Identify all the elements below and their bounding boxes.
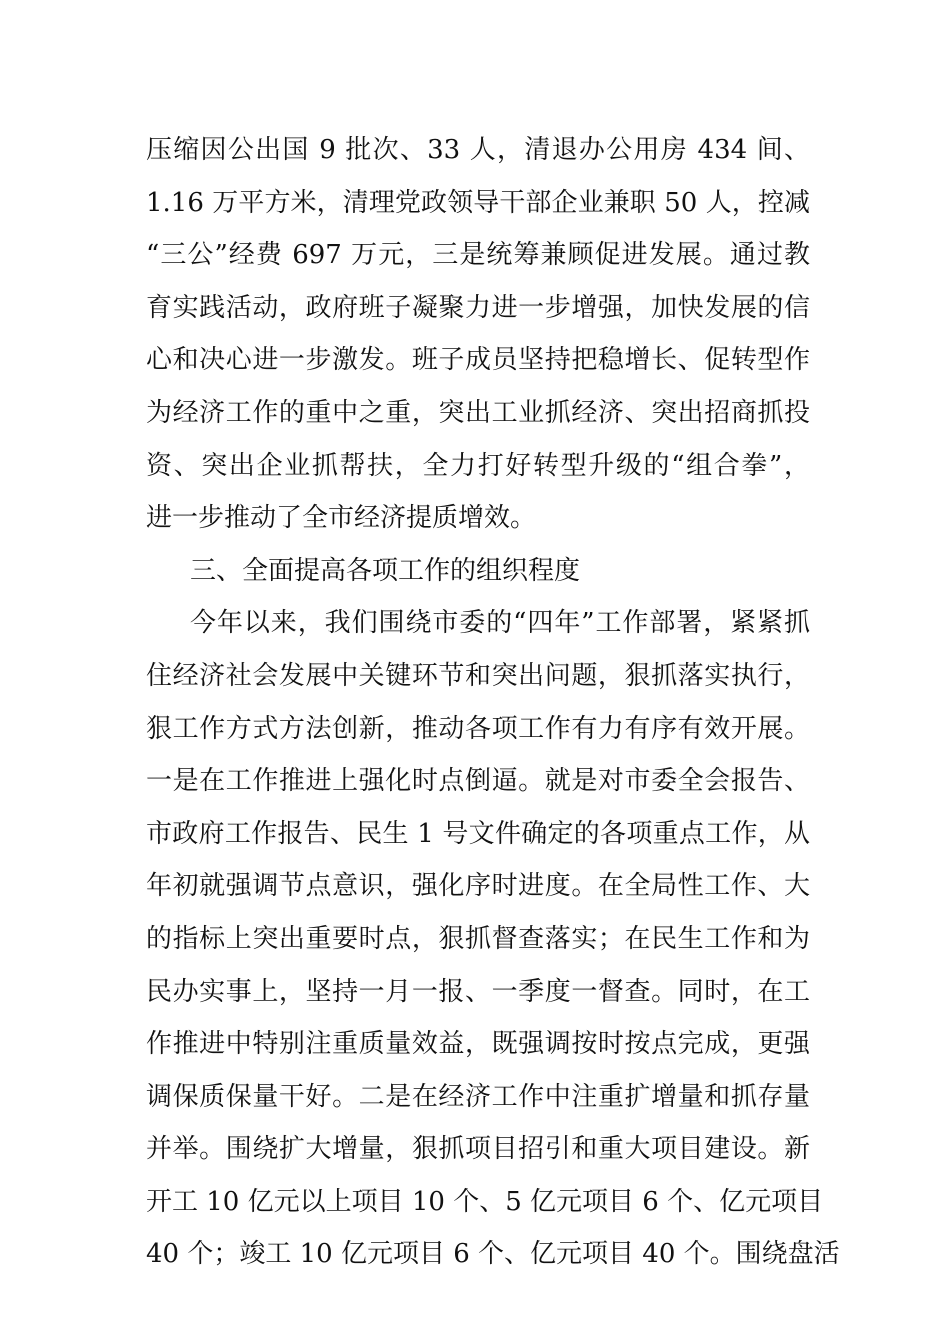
text-line: 进一步推动了全市经济提质增效。 xyxy=(146,503,537,534)
text-line: “三公”经费 697 万元，三是统筹兼顾促进发展。通过教 xyxy=(146,240,810,271)
text-line: 为经济工作的重中之重，突出工业抓经济、突出招商抓投 xyxy=(146,397,810,428)
text-line: 开工 10 亿元以上项目 10 个、5 亿元项目 6 个、亿元项目 xyxy=(146,1186,824,1217)
section-heading: 三、全面提高各项工作的组织程度 xyxy=(190,555,581,586)
text-line: 并举。围绕扩大增量，狠抓项目招引和重大项目建设。新 xyxy=(146,1134,810,1165)
text-line: 住经济社会发展中关键环节和突出问题，狠抓落实执行， xyxy=(146,660,810,691)
text-line: 调保质保量干好。二是在经济工作中注重扩增量和抓存量 xyxy=(146,1081,810,1112)
text-line: 一是在工作推进上强化时点倒逼。就是对市委全会报告、 xyxy=(146,766,810,797)
text-line: 1.16 万平方米，清理党政领导干部企业兼职 50 人，控减 xyxy=(146,187,810,218)
text-line: 40 个；竣工 10 亿元项目 6 个、亿元项目 40 个。围绕盘活 xyxy=(146,1239,840,1270)
text-line: 资、突出企业抓帮扶，全力打好转型升级的“组合拳”， xyxy=(146,450,810,481)
text-line: 市政府工作报告、民生 1 号文件确定的各项重点工作，从 xyxy=(146,818,810,849)
body-text xyxy=(146,124,840,1281)
text-line: 狠工作方式方法创新，推动各项工作有力有序有效开展。 xyxy=(146,713,810,744)
text-line: 年初就强调节点意识，强化序时进度。在全局性工作、大 xyxy=(146,871,810,902)
text-line: 压缩因公出国 9 批次、33 人，清退办公用房 434 间、 xyxy=(146,135,810,165)
text-line: 的指标上突出重要时点，狠抓督查落实；在民生工作和为 xyxy=(146,923,810,954)
text-line: 民办实事上，坚持一月一报、一季度一督查。同时，在工 xyxy=(146,976,810,1007)
text-line: 作推进中特别注重质量效益，既强调按时按点完成，更强 xyxy=(146,1029,810,1060)
text-line: 今年以来，我们围绕市委的“四年”工作部署，紧紧抓 xyxy=(190,608,810,639)
text-line: 育实践活动，政府班子凝聚力进一步增强，加快发展的信 xyxy=(146,292,810,323)
text-line: 心和决心进一步激发。班子成员坚持把稳增长、促转型作 xyxy=(146,345,810,376)
